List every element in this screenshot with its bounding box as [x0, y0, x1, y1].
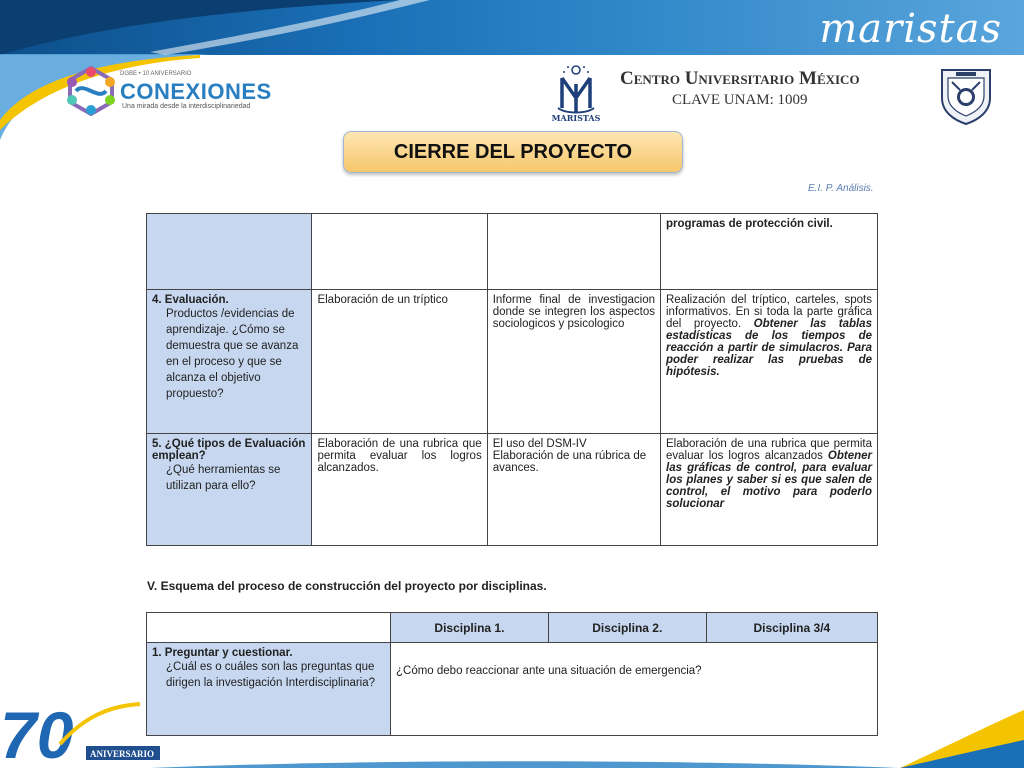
table-cell [661, 290, 878, 434]
cell-bold-text: Obtener las gráficas de control, para evaluar los planes y saber si es que salen de control, el motivo para poderlo solucionar [666, 450, 872, 510]
table-cell [661, 214, 878, 290]
table-header-disciplina-3-4: Disciplina 3/4 [706, 613, 877, 643]
table-header-row [147, 613, 878, 643]
maristas-label: MARISTAS [551, 113, 601, 123]
cell-text: Elaboración de una rubrica que permita evaluar los logros alcanzados. [317, 438, 482, 474]
evaluation-table [146, 213, 878, 546]
row-body-text: ¿Cuál es o cuáles son las preguntas que dirigen la investigación Interdisciplinaria? [166, 661, 376, 689]
cell-text: Elaboración de un tríptico [317, 294, 448, 306]
table-cell [487, 214, 660, 290]
seventy-anniversary-logo [0, 696, 170, 768]
table-cell [312, 434, 487, 546]
table-header-disciplina-1: Disciplina 1. [391, 613, 549, 643]
eip-label: E.I. P. Análisis. [808, 183, 874, 194]
unam-seal-icon [938, 64, 994, 126]
cell-text: programas de protección civil. [666, 218, 833, 230]
conexiones-logo [66, 64, 272, 122]
centro-title: Centro Universitario México [620, 68, 860, 89]
centro-clave: CLAVE UNAM: 1009 [671, 92, 808, 108]
table-cell [312, 214, 487, 290]
conexiones-small-text: DGBE • 10 ANIVERSARIO [120, 71, 192, 77]
table-cell [661, 434, 878, 546]
cell-text: Informe final de investigacion donde se integren los aspectos sociologicos y psicologico [492, 294, 655, 330]
section-subheading: V. Esquema del proceso de construcción del proyecto por disciplinas. [147, 579, 547, 593]
conexiones-subtitle: Una mirada desde la interdisciplinariedad [122, 103, 251, 110]
table-cell [147, 214, 312, 290]
conexiones-icon [66, 66, 116, 116]
cell-bold-text: Para poder realizar las pruebas de hipótesis. [666, 342, 872, 378]
row-body-text: ¿Qué herramientas se utilizan para ello? [166, 464, 281, 492]
cell-text: Realización del tríptico, carteles, spots informativos. En si toda la parte gráfica del proyecto. [666, 294, 872, 330]
conexiones-title: CONEXIONES [120, 79, 272, 104]
table-cell [487, 434, 660, 546]
row-header-evaluacion [147, 290, 312, 434]
cell-text: Elaboración de una rubrica que permita evaluar los logros alcanzados [666, 438, 872, 462]
section-title: CIERRE DEL PROYECTO [343, 131, 683, 173]
table-cell [312, 290, 487, 434]
cell-bold-text: Obtener las tablas estadísticas de los tiempos de reacción a partir de simulacros. [666, 318, 872, 354]
table-header-blank [147, 613, 391, 643]
centro-universitario [620, 68, 860, 109]
row-header-tipos-evaluacion [147, 434, 312, 546]
cell-text: El uso del DSM-IV [492, 438, 587, 450]
row-head-text: 5. ¿Qué tipos de Evaluación emplean? [152, 438, 306, 462]
table-row [147, 214, 878, 290]
table-cell [487, 290, 660, 434]
row-body-text: Productos /evidencias de aprendizaje. ¿Cómo se demuestra que se avanza en el proceso y que se alcanza el objetivo propuesto? [166, 308, 299, 400]
row-head-text: 1. Preguntar y cuestionar. [152, 647, 293, 659]
anniversary-label: ANIVERSARIO [90, 749, 155, 759]
cell-text: ¿Cómo debo reaccionar ante una situación de emergencia? [396, 665, 702, 677]
row-head-text: 4. Evaluación. [152, 294, 229, 306]
anniversary-number: 70 [0, 698, 74, 768]
maristas-brand-script: maristas [819, 6, 1002, 52]
table-row [147, 434, 878, 546]
table-header-disciplina-2: Disciplina 2. [548, 613, 706, 643]
cell-text: Elaboración de una rúbrica de avances. [492, 450, 647, 474]
table-row [147, 290, 878, 434]
